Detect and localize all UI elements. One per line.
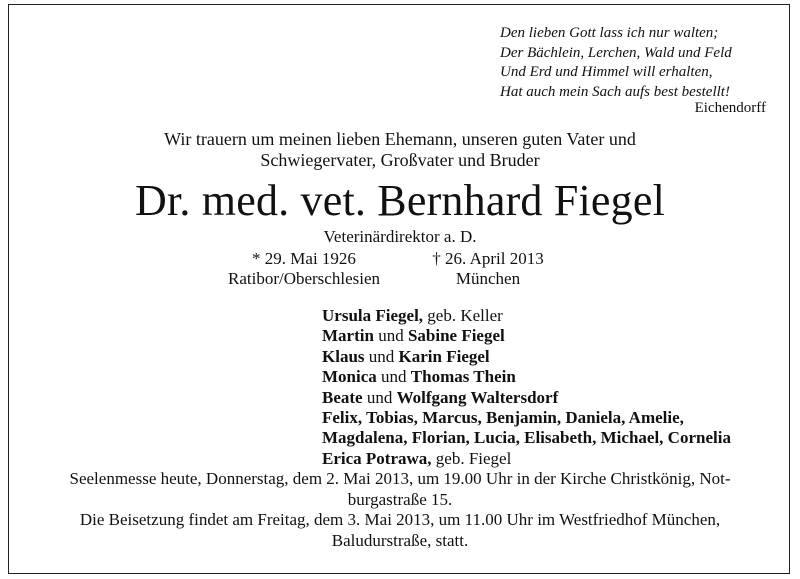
death-date: † 26. April 2013 [432,249,544,268]
poem-line-4: Hat auch mein Sach aufs best bestellt! [500,83,730,100]
family-name: Martin [322,326,374,346]
family-connector: und [362,387,397,407]
family-connector: und [376,367,411,387]
family-row [322,367,792,387]
deceased-title: Veterinärdirektor a. D. [323,227,477,246]
intro-line-2: Schwiegervater, Großvater und Bruder [260,150,540,170]
deceased-name: Dr. med. vet. Bernhard Fiegel [135,176,665,225]
family-row [322,449,792,469]
family-row [322,347,792,367]
family-name: Wolfgang Waltersdorf [396,387,559,407]
family-row [322,306,792,326]
poem-line-1: Den lieben Gott lass ich nur walten; [500,25,719,41]
grandchildren-row: Magdalena, Florian, Lucia, Elisabeth, Michael, Cornelia [322,428,731,448]
poem-line-3: Und Erd und Himmel will erhalten, [500,64,713,80]
service-info [20,469,780,551]
family-list [322,306,792,469]
family-connector: und [364,346,399,366]
poem [500,24,770,102]
birth-date: * 29. Mai 1926 [252,249,356,268]
family-note: geb. Fiegel [431,448,512,468]
family-name: Beate [322,387,363,407]
family-row [322,388,792,408]
death-place: München [455,269,521,288]
poem-author: Eichendorff [694,100,766,116]
mass-line-1: Seelenmesse heute, Donnerstag, dem 2. Mai 2013, um 19.00 Uhr in der Kirche Christkönig, Not- [69,469,731,488]
death-info [408,249,568,289]
grandchildren-row: Felix, Tobias, Marcus, Benjamin, Daniela, Amelie, [322,408,684,428]
family-name: Erica Potrawa, [322,448,432,468]
birth-info [214,249,394,289]
family-name: Thomas Thein [410,367,516,387]
birth-place: Ratibor/Oberschlesien [227,269,380,288]
burial-line-2: Baludurstraße, statt. [331,530,469,550]
family-name: Klaus [322,346,365,366]
family-note: geb. Keller [423,306,503,325]
family-name: Monica [322,367,377,387]
family-connector: und [373,326,408,346]
intro-line-1: Wir trauern um meinen lieben Ehemann, unseren guten Vater und [164,129,636,149]
burial-line-1: Die Beisetzung findet am Freitag, dem 3. Mai 2013, um 11.00 Uhr im Westfriedhof München, [79,510,721,529]
family-name: Sabine Fiegel [407,326,505,346]
poem-line-2: Der Bächlein, Lerchen, Wald und Feld [500,44,732,61]
family-name: Karin Fiegel [398,346,490,366]
family-row [322,326,792,346]
mass-line-2: burgastraße 15. [347,489,453,509]
family-name: Ursula Fiegel, [322,306,424,325]
